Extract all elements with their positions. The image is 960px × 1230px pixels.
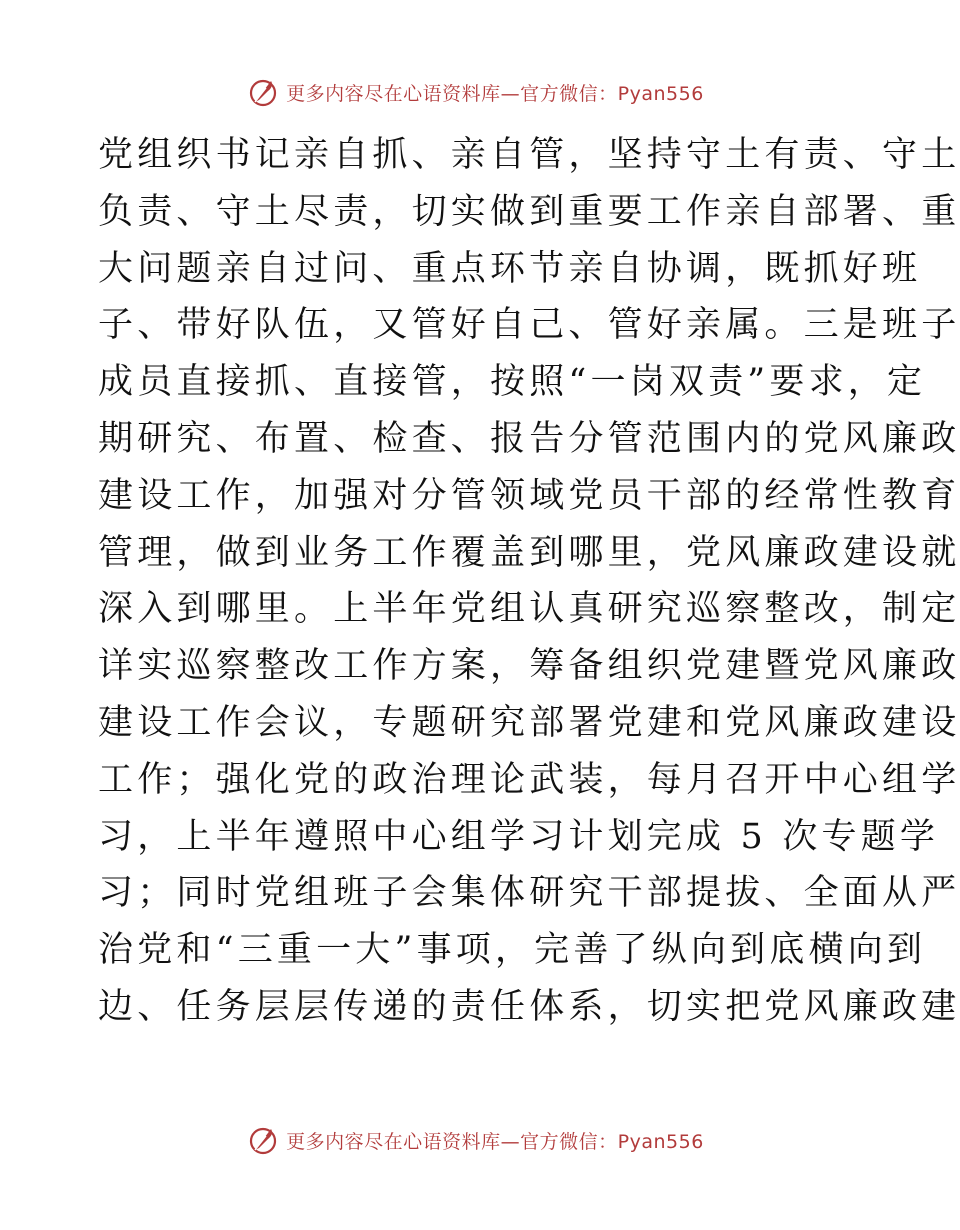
body-line: 习，上半年遵照中心组学习计划完成 5 次专题学 [98, 816, 940, 857]
body-line: 深入到哪里。上半年党组认真研究巡察整改，制定 [98, 589, 960, 630]
body-line: 大问题亲自过问、重点环节亲自协调，既抓好班 [98, 248, 922, 289]
body-line: 习；同时党组班子会集体研究干部提拔、全面从严 [98, 873, 960, 914]
body-line: 治党和“三重一大”事项，完善了纵向到底横向到 [98, 930, 927, 971]
header-banner [0, 72, 950, 112]
body-line: 建设工作，加强对分管领域党员干部的经常性教育 [98, 475, 960, 516]
body-line: 期研究、布置、检查、报告分管范围内的党风廉政 [98, 418, 960, 459]
body-line: 成员直接抓、直接管，按照“一岗双责”要求，定 [98, 362, 927, 403]
feather-pen-seal-icon [246, 75, 280, 109]
body-line: 边、任务层层传递的责任体系，切实把党风廉政建 [98, 986, 960, 1027]
body-line: 子、带好队伍，又管好自己、管好亲属。三是班子 [98, 305, 960, 346]
body-line: 管理，做到业务工作覆盖到哪里，党风廉政建设就 [98, 532, 960, 573]
body-line: 负责、守土尽责，切实做到重要工作亲自部署、重 [98, 191, 960, 232]
footer-text: 更多内容尽在心语资料库—官方微信：Pyan556 [286, 1130, 704, 1153]
header-text: 更多内容尽在心语资料库—官方微信：Pyan556 [286, 82, 704, 105]
body-line: 党组织书记亲自抓、亲自管，坚持守土有责、守土 [98, 135, 960, 175]
document-body [98, 127, 960, 1036]
footer-banner [0, 1120, 950, 1160]
body-line: 详实巡察整改工作方案，筹备组织党建暨党风廉政 [98, 646, 960, 687]
body-line: 建设工作会议，专题研究部署党建和党风廉政建设 [98, 702, 960, 743]
feather-pen-seal-icon [246, 1123, 280, 1157]
body-line: 工作；强化党的政治理论武装，每月召开中心组学 [98, 759, 960, 800]
